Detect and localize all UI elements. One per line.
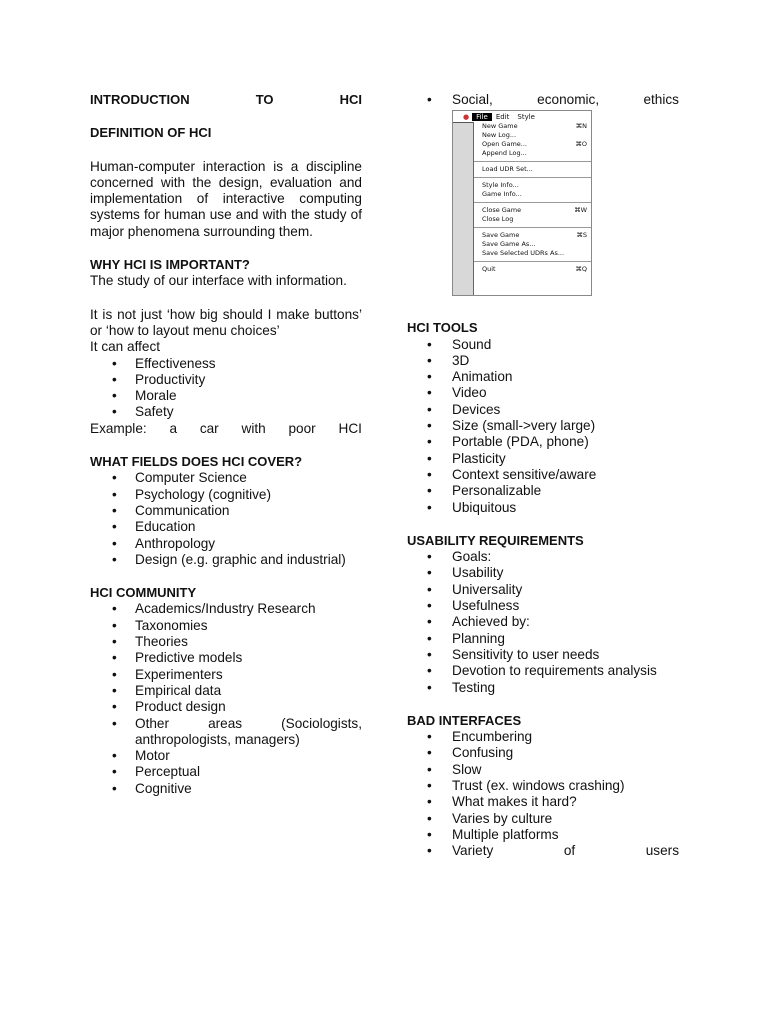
variety-word: of bbox=[563, 843, 576, 859]
tools-list bbox=[407, 337, 679, 516]
list-item: • Goals: bbox=[407, 549, 679, 565]
menu-item bbox=[474, 122, 591, 131]
variety-word: users bbox=[645, 843, 679, 859]
list-item: • Academics/Industry Research bbox=[90, 601, 362, 617]
menu-separator bbox=[474, 177, 591, 178]
list-item: • Product design bbox=[90, 699, 362, 715]
list-item: • Planning bbox=[407, 631, 679, 647]
example-word: with bbox=[241, 420, 266, 436]
social-word: economic, bbox=[537, 92, 600, 107]
tools-heading: HCI TOOLS bbox=[407, 320, 478, 336]
menu-item bbox=[474, 165, 591, 174]
list-item: • Trust (ex. windows crashing) bbox=[407, 778, 679, 794]
list-item bbox=[407, 843, 679, 859]
menu-item-label: Close Log bbox=[482, 215, 514, 223]
list-item: • Effectiveness bbox=[90, 356, 362, 372]
example-word: a bbox=[169, 420, 178, 436]
menu-bar-style: Style bbox=[517, 112, 535, 121]
bad-heading: BAD INTERFACES bbox=[407, 712, 522, 728]
example-word: HCI bbox=[338, 420, 362, 436]
title-word: HCI bbox=[339, 92, 362, 107]
example-word: poor bbox=[288, 420, 316, 436]
variety-line bbox=[452, 843, 679, 859]
list-item: • Computer Science bbox=[90, 470, 362, 486]
community-list bbox=[90, 601, 362, 797]
usability-list bbox=[407, 549, 679, 696]
list-item bbox=[90, 716, 362, 749]
list-item: • Varies by culture bbox=[407, 811, 679, 827]
menu-item bbox=[474, 181, 591, 190]
menu-item-shortcut: ⌘S bbox=[576, 231, 587, 239]
list-item: • Usability bbox=[407, 565, 679, 581]
other-areas-line2: anthropologists, managers) bbox=[135, 731, 300, 747]
menu-dropdown bbox=[473, 122, 591, 295]
list-item: • Video bbox=[407, 385, 679, 401]
menu-bar-edit: Edit bbox=[495, 112, 510, 121]
list-item: • Psychology (cognitive) bbox=[90, 487, 362, 503]
list-item: • Devotion to requirements analysis bbox=[407, 663, 679, 679]
list-item: • Animation bbox=[407, 369, 679, 385]
menu-bar-file: File bbox=[472, 113, 492, 121]
title-word: INTRODUCTION bbox=[90, 92, 190, 107]
list-item: • Portable (PDA, phone) bbox=[407, 434, 679, 450]
list-item: • Education bbox=[90, 519, 362, 535]
menu-item bbox=[474, 240, 591, 249]
list-item: • Plasticity bbox=[407, 451, 679, 467]
list-item: • Anthropology bbox=[90, 536, 362, 552]
list-item: • Sensitivity to user needs bbox=[407, 647, 679, 663]
menu-item-label: New Log... bbox=[482, 131, 517, 139]
list-item: • Productivity bbox=[90, 372, 362, 388]
list-item: • Devices bbox=[407, 402, 679, 418]
fields-heading: WHAT FIELDS DOES HCI COVER? bbox=[90, 454, 303, 470]
menu-item bbox=[474, 149, 591, 158]
list-item: • Safety bbox=[90, 404, 362, 420]
other-areas-word: (Sociologists, bbox=[281, 715, 362, 731]
list-item: • Slow bbox=[407, 762, 679, 778]
menu-item-shortcut: ⌘Q bbox=[575, 265, 587, 273]
apple-icon: ● bbox=[463, 112, 470, 121]
fields-list bbox=[90, 470, 362, 568]
doc-title bbox=[90, 92, 362, 108]
left-column bbox=[90, 92, 362, 797]
example-line bbox=[90, 421, 362, 437]
menu-item-shortcut: ⌘W bbox=[574, 206, 587, 214]
menu-item-label: New Game bbox=[482, 122, 518, 130]
menu-item-label: Save Game As... bbox=[482, 240, 536, 248]
menu-item bbox=[474, 190, 591, 199]
list-item: • Theories bbox=[90, 634, 362, 650]
list-item: • Usefulness bbox=[407, 598, 679, 614]
list-item: • Perceptual bbox=[90, 764, 362, 780]
menu-item-label: Append Log... bbox=[482, 149, 527, 157]
list-item: • Achieved by: bbox=[407, 614, 679, 630]
definition-text: Human-computer interaction is a discipline concerned with the design, evaluation and implementation of interactive computing systems for human use and with the study of major phenomena surrounding them. bbox=[90, 158, 362, 239]
example-word: Example: bbox=[90, 420, 147, 436]
why-heading: WHY HCI IS IMPORTANT? bbox=[90, 257, 250, 273]
menu-separator bbox=[474, 227, 591, 228]
menu-item bbox=[474, 131, 591, 140]
menu-item-label: Open Game... bbox=[482, 140, 527, 148]
social-line bbox=[452, 92, 679, 108]
title-word: TO bbox=[255, 92, 274, 107]
list-item: • Experimenters bbox=[90, 667, 362, 683]
menu-item-label: Load UDR Set... bbox=[482, 165, 533, 173]
example-word: car bbox=[199, 420, 219, 436]
menu-separator bbox=[474, 161, 591, 162]
list-item: • Universality bbox=[407, 582, 679, 598]
other-areas-line bbox=[135, 716, 362, 732]
list-item: • Confusing bbox=[407, 745, 679, 761]
menu-separator bbox=[474, 202, 591, 203]
menu-item-label: Save Selected UDRs As... bbox=[482, 249, 565, 257]
bad-list bbox=[407, 729, 679, 859]
affect-list bbox=[90, 356, 362, 421]
community-heading: HCI COMMUNITY bbox=[90, 585, 197, 601]
menu-item-label: Quit bbox=[482, 265, 496, 273]
menu-item-label: Close Game bbox=[482, 206, 522, 214]
list-item: • Communication bbox=[90, 503, 362, 519]
list-item: • Taxonomies bbox=[90, 618, 362, 634]
menu-item-label: Style Info... bbox=[482, 181, 519, 189]
list-item: • 3D bbox=[407, 353, 679, 369]
menu-item bbox=[474, 206, 591, 215]
list-item: • What makes it hard? bbox=[407, 794, 679, 810]
menu-item-label: Game Info... bbox=[482, 190, 522, 198]
list-item: • Testing bbox=[407, 680, 679, 696]
list-item: • Morale bbox=[90, 388, 362, 404]
can-affect-text: It can affect bbox=[90, 339, 161, 355]
other-areas-word: areas bbox=[208, 715, 243, 731]
list-item: • Context sensitive/aware bbox=[407, 467, 679, 483]
social-word: • Social, bbox=[452, 92, 493, 107]
menu-item bbox=[474, 249, 591, 258]
why-text: The study of our interface with information. bbox=[90, 273, 347, 289]
list-item: • Motor bbox=[90, 748, 362, 764]
list-item: • Design (e.g. graphic and industrial) bbox=[90, 552, 362, 568]
menu-item bbox=[474, 265, 591, 274]
list-item: • Cognitive bbox=[90, 781, 362, 797]
list-item: • Encumbering bbox=[407, 729, 679, 745]
list-item: • Sound bbox=[407, 337, 679, 353]
menu-item bbox=[474, 231, 591, 240]
other-areas-word: • Other bbox=[135, 715, 169, 731]
social-word: ethics bbox=[643, 92, 679, 107]
list-item: • Personalizable bbox=[407, 483, 679, 499]
variety-word: • Variety bbox=[452, 843, 494, 859]
menu-item bbox=[474, 215, 591, 224]
usability-heading: USABILITY REQUIREMENTS bbox=[407, 532, 584, 548]
menu-item-shortcut: ⌘O bbox=[575, 140, 587, 148]
list-item: • Size (small->very large) bbox=[407, 418, 679, 434]
file-menu-screenshot bbox=[452, 110, 592, 296]
list-item: • Multiple platforms bbox=[407, 827, 679, 843]
list-item: • Empirical data bbox=[90, 683, 362, 699]
menu-separator bbox=[474, 261, 591, 262]
top-list bbox=[407, 92, 679, 108]
list-item: • Predictive models bbox=[90, 650, 362, 666]
menu-item bbox=[474, 140, 591, 149]
list-item bbox=[407, 92, 679, 108]
definition-heading: DEFINITION OF HCI bbox=[90, 125, 212, 141]
list-item: • Ubiquitous bbox=[407, 500, 679, 516]
menu-item-label: Save Game bbox=[482, 231, 520, 239]
not-just-text: It is not just ‘how big should I make buttons’ or ‘how to layout menu choices’ bbox=[90, 306, 362, 338]
menu-item-shortcut: ⌘N bbox=[575, 122, 587, 130]
